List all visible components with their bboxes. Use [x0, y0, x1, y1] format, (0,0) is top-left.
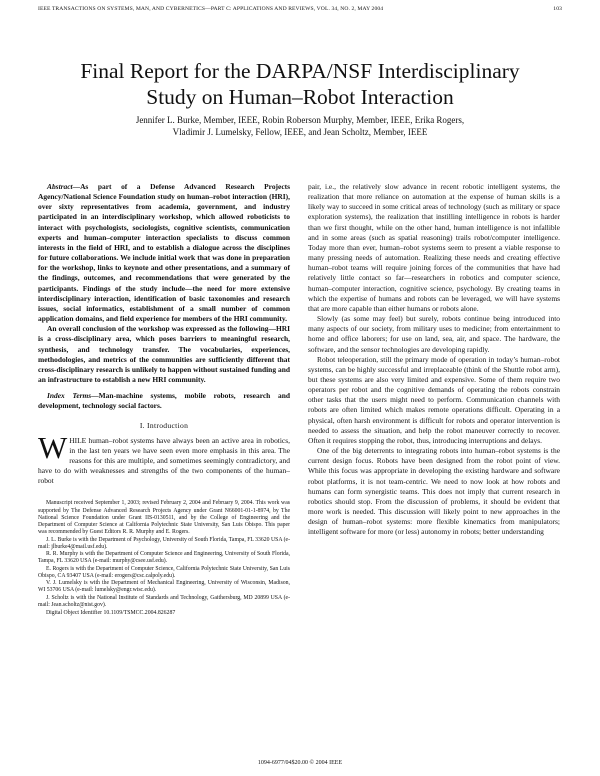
footnote-scholtz: J. Scholtz is with the National Institute of Standards and Technology, Gaithersburg, MD 20899 USA (e-mail: Jean.scholtz@nist.gov).: [38, 594, 290, 608]
paper-title: [30, 58, 570, 110]
body-paragraph-2: Slowly (as some may feel) but surely, robots continue being introduced into many aspects of our society, from military uses to medicine; from entertainment to home and office laborers; for use on land, sea, air, and space. The hardware, the software, and the sensor technologies are developing rapidly.: [308, 314, 560, 354]
journal-name: IEEE TRANSACTIONS ON SYSTEMS, MAN, AND CYBERNETICS—PART C: APPLICATIONS AND REVIEWS, VOL. 34, NO. 2, MAY 2004: [38, 6, 384, 12]
page-number: 103: [553, 6, 562, 12]
right-column: [308, 182, 560, 537]
author-list: [40, 114, 560, 138]
index-terms: [38, 391, 290, 411]
body-paragraph-1: pair, i.e., the relatively slow advance in recent robotic intelligent systems, the realization that more reliance on automation at the expense of human skills is a likely way to succeed in some critical areas of technology (such as military or space exploration systems), the realization that instilling intelligence in robots is harder than we first thought, while on the other hand, human intelligence is not infallible and in some areas (such as spatial reasoning) trails robot/computer intelligence. Today more than ever, human–robot systems seem to present a viable response to many pressing needs of automation. Realizing these needs and creating effective human–robot teams will require joining forces of the communities that have had relatively little contact so far—researchers in robotics and computer science, human–computer interaction, cognitive science, psychology. By creating teams in which the expertise of humans and robots can be leveraged, we will have systems that are more capable than either humans or robots alone.: [308, 182, 560, 313]
abstract-paragraph-1: [38, 182, 290, 324]
footnotes: [38, 500, 290, 617]
footnote-rogers: E. Rogers is with the Department of Computer Science, California Polytechnic State University, San Luis Obispo, CA 93407 USA (e-mail: erogers@csc.calpoly.edu).: [38, 565, 290, 579]
footnote-manuscript: Manuscript received September 1, 2003; revised February 2, 2004 and February 9, 2004. This work was supported by The Defense Advanced Research Projects Agency under Grant N66001-01-1-8974, by The National Science Foundation under Grant IIS-0130511, and by the College of Engineering and the Department of Computer Science at California Polytechnic State University, San Luis Obispo. This paper was recommended by Guest Editors R. R. Murphy and E. Rogers.: [38, 500, 290, 536]
section-heading-introduction: I. Introduction: [139, 421, 189, 431]
title-line-2: Study on Human–Robot Interaction: [146, 85, 454, 109]
footnote-lumelsky: V. J. Lumelsky is with the Department of Mechanical Engineering, University of Wisconsin, Madison, WI 53706 USA (e-mail: lumelsky@engr.wisc.edu).: [38, 580, 290, 594]
running-header: [38, 6, 562, 18]
footnote-murphy: R. R. Murphy is with the Department of Computer Science and Engineering, University of South Florida, Tampa, FL 33620 USA (e-mail: murphy@csee.usf.edu).: [38, 551, 290, 565]
intro-text-1: HILE human–robot systems have always been an active area in robotics, in the last ten years we have seen even more emphasis in this area. The reasons for this are multiple, and sometimes seemingly contradictory, and have to do with weaknesses and strengths of the two components of the human–robot: [38, 435, 290, 486]
authors-line-1: Jennifer L. Burke, Member, IEEE, Robin Roberson Murphy, Member, IEEE, Erika Rogers,: [135, 115, 465, 125]
footnote-burke: J. L. Burke is with the Department of Psychology, University of South Florida, Tampa, FL 33620 USA (e-mail: jlburke4@mail.usf.edu).: [38, 536, 290, 550]
body-paragraph-3: Robot teleoperation, still the primary mode of operation in today’s human–robot systems, can be highly successful and irreplaceable (think of the Shuttle robot arm), but these systems are also very limited and expensive. Some of them require two operators per robot and the cognitive demands of operating the robots constrain other tasks that the users might need to perform. Communication channels with robots are often limited which makes remote operations difficult. Operating in a physical, often harsh environment is difficult for robots and operator intervention is needed to assess the situation, and help the robot maneuver correctly to recover. Often it requires stopping the robot, thus, introducing interruptions and delays.: [308, 354, 560, 445]
drop-cap: W: [38, 429, 68, 465]
body-paragraph-4: One of the big deterrents to integrating robots into human–robot systems is the current design focus. Robots have been designed from the robot point of view. While this focus was appropriate in developing the existing hardware and software robot platforms, it is not team-centric. We need to now look at how robots and humans can form synergistic teams. This does not imply that current research in robotics should stop. From the discussion of problems, it should be evident that more work is needed. This discussion will likely point to new approaches in the design of human–robot systems: more flexible kinematics from manipulators; intelligent software for more (or less) autonomy in robots; better understanding: [308, 446, 560, 537]
abstract-lead: Abstract—: [47, 182, 81, 191]
index-terms-lead: Index Terms—: [47, 391, 99, 401]
abstract-text-1: As part of a Defense Advanced Research Projects Agency/National Science Foundation study on human–robot interaction (HRI), over sixty representatives from academia, government, and industry participated in an interdisciplinary workshop, which allowed roboticists to interact with psychologists, sociologists, cognitive scientists, communication experts and human–computer interaction specialists to discuss common interests in the field of HRI, and to establish a dialogue across the disciplines for future collaborations. We include initial work that was done in preparation for the workshop, links to keynote and other presentations, and a summary of the findings, outcomes, and recommendations that were generated by the participants. Findings of the study include—the need for more extensive interdisciplinary interaction, identification of basic taxonomies and research issues, social informatics, establishment of a small number of common application domains, and field experience for members of the HRI community.: [38, 182, 290, 324]
left-column: [38, 182, 290, 617]
intro-paragraph-1: [38, 429, 290, 487]
doi-identifier: Digital Object Identifier 10.1109/TSMCC.2004.826287: [46, 610, 176, 617]
title-line-1: Final Report for the DARPA/NSF Interdisciplinary: [80, 59, 520, 83]
copyright-footer: 1094-6977/04$20.00 © 2004 IEEE: [257, 760, 343, 766]
index-terms-text: Man-machine systems, mobile robots, research and development, technology social factors.: [38, 391, 290, 411]
abstract-paragraph-2: An overall conclusion of the workshop was expressed as the following—HRI is a cross-disciplinary area, which poses barriers to meaningful research, synthesis, and technology transfer. The vocabularies, experiences, methodologies, and metrics of the communities are sufficiently different that cross-disciplinary research is unlikely to happen without sustained funding and an infrastructure to establish a new HRI community.: [38, 324, 290, 384]
authors-line-2: Vladimir J. Lumelsky, Fellow, IEEE, and Jean Scholtz, Member, IEEE: [172, 127, 428, 137]
